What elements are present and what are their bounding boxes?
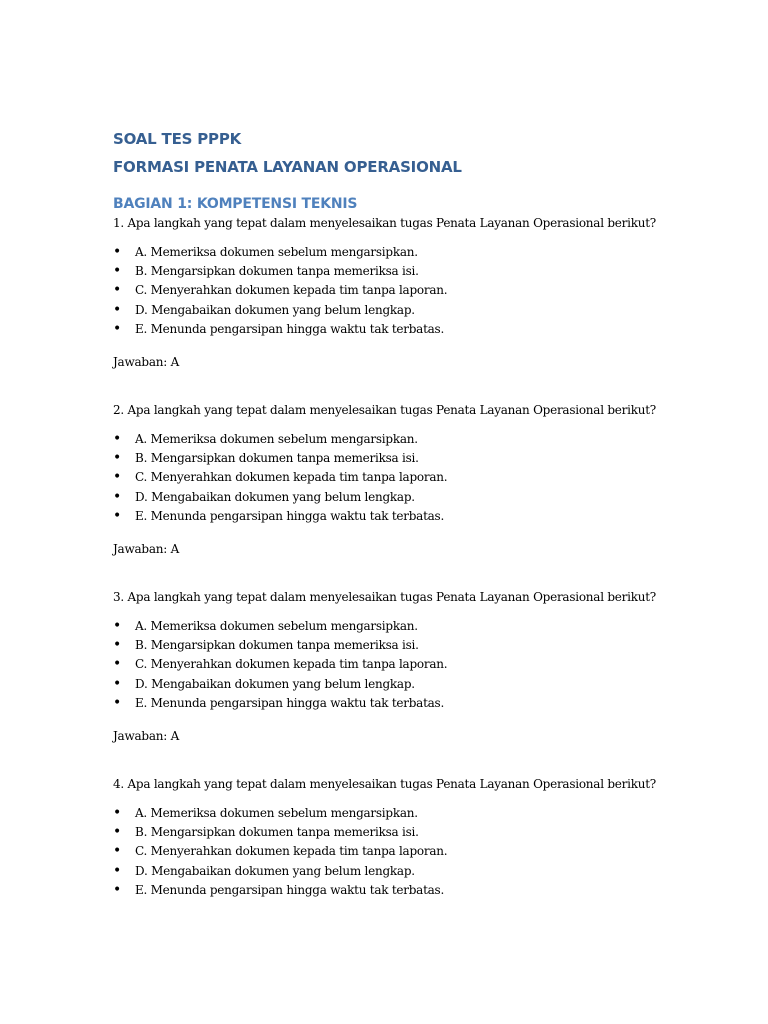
option-text: A. Memeriksa dokumen sebelum mengarsipkan. bbox=[135, 806, 418, 821]
bullet-icon: • bbox=[113, 881, 122, 898]
bullet-icon: • bbox=[113, 656, 122, 673]
option-item bbox=[113, 804, 728, 823]
option-text: D. Mengabaikan dokumen yang belum lengkap. bbox=[135, 676, 415, 691]
question-text: 3. Apa langkah yang tepat dalam menyelesaikan tugas Penata Layanan Operasional berikut? bbox=[113, 590, 656, 605]
question-block bbox=[113, 402, 728, 557]
option-item bbox=[113, 617, 728, 636]
document-title-line-1: SOAL TES PPPK bbox=[113, 130, 242, 148]
option-text: C. Menyerahkan dokumen kepada tim tanpa laporan. bbox=[135, 657, 448, 672]
bullet-icon: • bbox=[113, 450, 122, 467]
bullet-icon: • bbox=[113, 843, 122, 860]
option-list bbox=[113, 804, 728, 900]
option-text: E. Menunda pengarsipan hingga waktu tak terbatas. bbox=[135, 882, 445, 897]
option-item bbox=[113, 675, 728, 694]
question-block bbox=[113, 589, 728, 744]
option-text: D. Mengabaikan dokumen yang belum lengkap. bbox=[135, 302, 415, 317]
question-text: 2. Apa langkah yang tepat dalam menyelesaikan tugas Penata Layanan Operasional berikut? bbox=[113, 403, 656, 418]
option-item bbox=[113, 488, 728, 507]
option-text: E. Menunda pengarsipan hingga waktu tak terbatas. bbox=[135, 508, 445, 523]
option-item bbox=[113, 862, 728, 881]
document-title-line-2: FORMASI PENATA LAYANAN OPERASIONAL bbox=[113, 158, 462, 176]
option-item bbox=[113, 281, 728, 300]
question-block bbox=[113, 215, 728, 370]
option-text: B. Mengarsipkan dokumen tanpa memeriksa isi. bbox=[135, 638, 419, 653]
answer-text: Jawaban: A bbox=[113, 542, 179, 557]
option-item bbox=[113, 842, 728, 861]
option-item bbox=[113, 262, 728, 281]
question-text: 4. Apa langkah yang tepat dalam menyelesaikan tugas Penata Layanan Operasional berikut? bbox=[113, 777, 656, 792]
option-item bbox=[113, 301, 728, 320]
option-list bbox=[113, 243, 728, 339]
option-text: A. Memeriksa dokumen sebelum mengarsipkan. bbox=[135, 619, 418, 634]
bullet-icon: • bbox=[113, 469, 122, 486]
bullet-icon: • bbox=[113, 301, 122, 318]
bullet-icon: • bbox=[113, 805, 122, 822]
option-item bbox=[113, 468, 728, 487]
bullet-icon: • bbox=[113, 282, 122, 299]
bullet-icon: • bbox=[113, 244, 122, 260]
bullet-icon: • bbox=[113, 824, 122, 841]
option-list bbox=[113, 430, 728, 526]
option-text: C. Menyerahkan dokumen kepada tim tanpa laporan. bbox=[135, 470, 448, 485]
option-text: E. Menunda pengarsipan hingga waktu tak terbatas. bbox=[135, 695, 445, 710]
bullet-icon: • bbox=[113, 675, 122, 692]
option-text: E. Menunda pengarsipan hingga waktu tak terbatas. bbox=[135, 321, 445, 336]
answer-text: Jawaban: A bbox=[113, 729, 179, 744]
option-item bbox=[113, 320, 728, 339]
option-text: D. Mengabaikan dokumen yang belum lengkap. bbox=[135, 489, 415, 504]
option-item bbox=[113, 449, 728, 468]
bullet-icon: • bbox=[113, 694, 122, 711]
section-heading: BAGIAN 1: KOMPETENSI TEKNIS bbox=[113, 196, 358, 212]
option-text: A. Memeriksa dokumen sebelum mengarsipkan. bbox=[135, 432, 418, 447]
option-text: B. Mengarsipkan dokumen tanpa memeriksa isi. bbox=[135, 825, 419, 840]
option-text: D. Mengabaikan dokumen yang belum lengkap. bbox=[135, 863, 415, 878]
option-item bbox=[113, 243, 728, 262]
option-text: C. Menyerahkan dokumen kepada tim tanpa laporan. bbox=[135, 283, 448, 298]
option-item bbox=[113, 881, 728, 900]
option-text: A. Memeriksa dokumen sebelum mengarsipkan. bbox=[135, 245, 418, 259]
bullet-icon: • bbox=[113, 488, 122, 505]
question-block bbox=[113, 776, 728, 900]
bullet-icon: • bbox=[113, 263, 122, 280]
bullet-icon: • bbox=[113, 431, 122, 448]
question-text: 1. Apa langkah yang tepat dalam menyelesaikan tugas Penata Layanan Operasional berikut? bbox=[113, 216, 656, 230]
bullet-icon: • bbox=[113, 862, 122, 879]
option-text: B. Mengarsipkan dokumen tanpa memeriksa isi. bbox=[135, 451, 419, 466]
option-item bbox=[113, 430, 728, 449]
option-item bbox=[113, 636, 728, 655]
answer-text: Jawaban: A bbox=[113, 355, 179, 370]
bullet-icon: • bbox=[113, 618, 122, 635]
option-list bbox=[113, 617, 728, 713]
option-item bbox=[113, 507, 728, 526]
option-text: C. Menyerahkan dokumen kepada tim tanpa laporan. bbox=[135, 844, 448, 859]
option-item bbox=[113, 694, 728, 713]
option-item bbox=[113, 655, 728, 674]
option-item bbox=[113, 823, 728, 842]
bullet-icon: • bbox=[113, 320, 122, 337]
question-list bbox=[113, 215, 728, 900]
option-text: B. Mengarsipkan dokumen tanpa memeriksa isi. bbox=[135, 264, 419, 279]
bullet-icon: • bbox=[113, 507, 122, 524]
bullet-icon: • bbox=[113, 637, 122, 654]
